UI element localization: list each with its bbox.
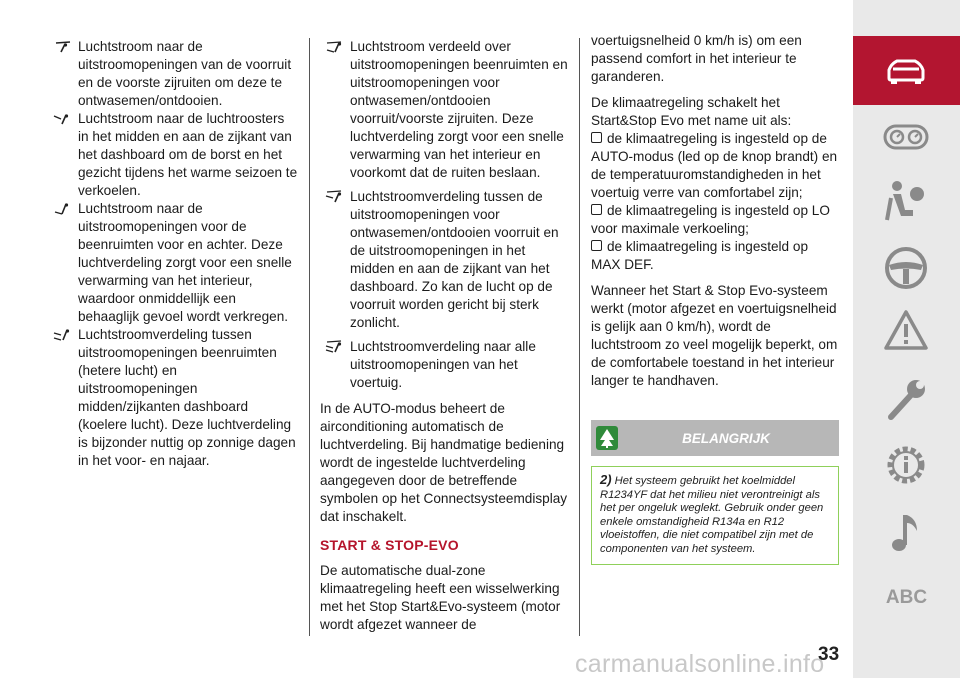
wrench-icon xyxy=(883,377,929,423)
airflow-item-windscreen xyxy=(48,38,298,110)
airflow-windscreen-icon xyxy=(53,40,73,54)
airflow-text: Luchtstroom naar de uitstroomopeningen van de voorruit en de voorste zijruiten om deze te ontwasemen/ontdooien. xyxy=(78,39,292,108)
paragraph: voertuigsnelheid 0 km/h is) om een passend comfort in het interieur te garanderen. xyxy=(591,33,802,84)
airflow-feet-icon xyxy=(53,202,73,216)
note-text: Het systeem gebruikt het koelmiddel R1234YF dat het milieu niet verontreinigt als het per ongeluk weglekt. Gebruik onder geen enkele omstandigheid R134a en R12 vloeistoffen, die niet compatibel zijn met de componenten van het systeem. xyxy=(600,475,824,555)
section-heading: START & STOP-EVO xyxy=(320,537,459,553)
airbag-seat-icon xyxy=(883,178,929,224)
car-icon xyxy=(883,48,929,94)
checkbox-bullet-icon xyxy=(591,240,602,251)
tab-multimedia[interactable] xyxy=(853,497,960,566)
checkbox-bullet-icon xyxy=(591,204,602,215)
tab-safety[interactable] xyxy=(853,166,960,235)
important-note xyxy=(591,466,839,565)
airflow-windscreen-face-icon xyxy=(325,190,345,204)
tab-index[interactable]: ABC xyxy=(885,587,928,608)
airflow-face-feet-icon xyxy=(53,328,73,342)
steering-wheel-icon xyxy=(883,245,929,291)
tab-driving[interactable] xyxy=(853,233,960,302)
warning-triangle-icon xyxy=(883,308,929,354)
airflow-item-feet xyxy=(48,200,298,326)
column-1 xyxy=(48,38,298,470)
airflow-all-icon xyxy=(325,340,345,354)
airflow-text: Luchtstroomverdeling naar alle uitstroomopeningen van het voertuig. xyxy=(350,339,536,390)
paragraph: Wanneer het Start & Stop Evo-systeem werkt (motor afgezet en voertuigsnelheid is gelijk aan 0 km/h), wordt de luchtstroom zo veel mogelijk beperkt, om de comfortabele toestand in het interieur langer te handhaven. xyxy=(591,283,838,388)
important-header xyxy=(591,420,839,456)
airflow-text: Luchtstroomverdeling tussen de uitstroomopeningen voor ontwasemen/ontdooien voorruit en de uitstroomopeningen in het midden en aan de zijkant van het dashboard. Zo kan de lucht op de voorruit worden gericht bij sterk zonlicht. xyxy=(350,189,559,330)
page-number: 33 xyxy=(818,644,840,665)
column-divider xyxy=(579,38,580,636)
airflow-text: Luchtstroom naar de luchtroosters in het midden en aan de zijkant van het dashboard om de borst en het gezicht tijdens het warme seizoen te verkoelen. xyxy=(78,111,298,198)
column-2 xyxy=(320,38,570,642)
column-divider xyxy=(309,38,310,636)
tab-technical-data[interactable] xyxy=(853,430,960,499)
chapter-sidebar xyxy=(853,0,960,678)
airflow-item-windscreen-face xyxy=(320,188,570,332)
airflow-text: Luchtstroom verdeeld over uitstroomopeningen beenruimten en uitstroomopeningen voor ontwasemen/ontdooien voorruit/voorste zijruiten. Deze luchtverdeling zorgt voor een snelle verwarming van het interieur en voorkomt dat de ruiten beslaan. xyxy=(350,39,568,180)
bullet-item: de klimaatregeling is ingesteld op de AUTO-modus (led op de knop brandt) en de temperatuuromstandigheden in het voertuig verre van comfortabel zijn; xyxy=(591,131,838,200)
tab-maintenance[interactable] xyxy=(853,365,960,434)
important-title: BELANGRIJK xyxy=(682,431,770,446)
auto-mode-paragraph: In de AUTO-modus beheert de airconditioning automatisch de luchtverdeling. Bij handmatige bediening wordt de ingestelde luchtverdeling aangegeven door de betreffende symbolen op het Connectsysteemdisplay dat inschakelt. xyxy=(320,401,568,524)
tab-dashboard[interactable] xyxy=(853,102,960,171)
note-number: 2) xyxy=(600,472,612,487)
bullet-item: de klimaatregeling is ingesteld op MAX DEF. xyxy=(591,239,809,272)
airflow-text: Luchtstroom naar de uitstroomopeningen voor de beenruimten voor en achter. Deze luchtverdeling zorgt voor een snelle verwarming van het interieur, waardoor onmiddellijk een behaaglijk gevoel wordt verkregen. xyxy=(78,201,292,324)
checkbox-bullet-icon xyxy=(591,132,602,143)
airflow-windscreen-feet-icon xyxy=(325,40,345,54)
bullet-item: de klimaatregeling is ingesteld op LO voor maximale verkoeling; xyxy=(591,203,830,236)
tab-emergency[interactable] xyxy=(853,298,960,367)
paragraph: De klimaatregeling schakelt het Start&Stop Evo met name uit als: xyxy=(591,95,792,128)
airflow-item-face-feet xyxy=(48,326,298,470)
start-stop-paragraph: De automatische dual-zone klimaatregeling heeft een wisselwerking met het Stop Start&Evo-systeem (motor wordt afgezet wanneer de xyxy=(320,563,561,632)
airflow-face-icon xyxy=(53,112,73,126)
tab-car[interactable] xyxy=(853,36,960,105)
airflow-item-all xyxy=(320,338,570,392)
gear-info-icon xyxy=(883,442,929,488)
dashboard-gauges-icon xyxy=(883,114,929,160)
airflow-item-face xyxy=(48,110,298,200)
airflow-item-windscreen-feet xyxy=(320,38,570,182)
column-3 xyxy=(591,32,839,565)
watermark: carmanualsonline.info xyxy=(575,650,825,678)
airflow-text: Luchtstroomverdeling tussen uitstroomopeningen beenruimten (hetere lucht) en uitstroomopeningen midden/zijkanten dashboard (koelere lucht). Deze luchtverdeling is bijzonder nuttig op zonnige dagen in het voor- en najaar. xyxy=(78,327,296,468)
music-note-icon xyxy=(883,509,929,555)
